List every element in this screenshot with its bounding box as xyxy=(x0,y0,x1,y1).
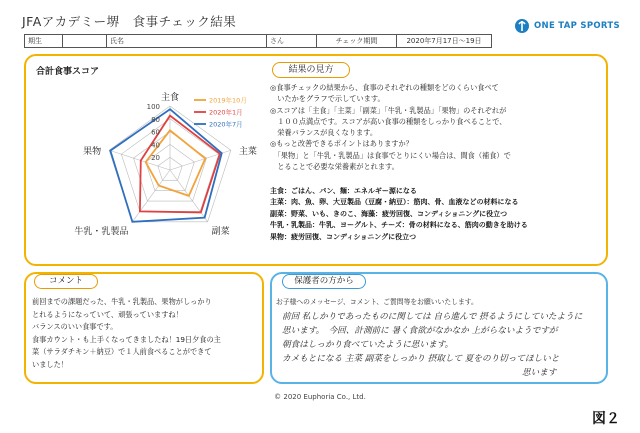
comment-line: バランスのいい食事です。 xyxy=(32,322,118,331)
radar-tick-label: 80 xyxy=(151,115,160,124)
radar-axis-label: 主食 xyxy=(160,93,180,103)
guide-line: １００点満点です。スコアが高い食事の種類をしっかり食べることで、 xyxy=(270,116,507,126)
radar-axis-label: 果物 xyxy=(83,147,102,158)
guardian-line: 思います xyxy=(522,368,557,378)
radar-axis-label: 主菜 xyxy=(238,147,257,158)
score-title: 合計食事スコア xyxy=(36,67,100,77)
brand-logo xyxy=(514,18,620,34)
glossary-item: 主食：ごはん、パン、麺：エネルギー源になる xyxy=(270,187,417,195)
guardian-line: 前回 私しかりであったものに関しては 自ら進んで 摂るようにしていたように xyxy=(282,312,583,322)
glossary-item: 果物：疲労回復、コンディショニングに役立つ xyxy=(270,232,417,241)
radar-chart xyxy=(70,84,270,244)
name-label: 氏名 xyxy=(107,35,267,48)
guide-line: いたかをグラフで示しています。 xyxy=(270,94,385,104)
comment-text xyxy=(32,296,260,371)
term-value xyxy=(63,35,107,48)
radar-tick-label: 60 xyxy=(151,128,160,137)
radar-axis-label: 副菜 xyxy=(211,226,230,237)
figure-label: 図２ xyxy=(592,411,620,427)
guardian-line: 朝食はしっかり食べていたように思います。 xyxy=(282,340,454,350)
legend-label: 2019年10月 xyxy=(209,96,247,105)
period-value: 2020年7月17日～19日 xyxy=(397,35,492,48)
comment-line: 菜（サラダチキン＋納豆）で１人前食べることができて xyxy=(32,347,212,356)
guardian-title: 保護者の方から xyxy=(282,274,366,289)
guardian-line: カメもとになる 主菜 副菜をしっかり 摂取して 夏をのり切ってほしいと xyxy=(282,354,560,364)
radar-spoke xyxy=(132,170,170,222)
guide-line: ◎もっと改善できるポイントはありますか？ xyxy=(270,139,413,149)
radar-tick-label: 100 xyxy=(146,103,160,111)
period-label: チェック期間 xyxy=(317,35,397,48)
radar-tick-label: 20 xyxy=(151,154,160,163)
comment-line: 食事カウント・も上手くなってきましたね！19日夕食の主 xyxy=(32,334,221,344)
glossary-item: 牛乳・乳製品：牛乳、ヨーグルト、チーズ：骨の材料になる、筋肉の動きを助ける xyxy=(270,221,528,230)
guide-line: ◎食事チェックの結果から、食事のそれぞれの種類をどのくらい食べて xyxy=(270,83,499,92)
legend-label: 2020年7月 xyxy=(209,120,243,129)
brand-mark-icon xyxy=(514,18,530,34)
honorific: さん xyxy=(267,35,317,48)
radar-tick-label: 40 xyxy=(151,141,160,150)
term-label: 期生 xyxy=(25,35,63,48)
glossary xyxy=(270,186,600,243)
glossary-item: 主菜：肉、魚、卵、大豆製品（豆腐・納豆）：筋肉、骨、血液などの材料になる xyxy=(270,198,519,207)
guide-line: とることで必要な栄養素がとれます。 xyxy=(270,162,399,172)
comment-line: とれるようになっていて、頑張っていますね！ xyxy=(32,309,183,319)
comment-line: 前回までの課題だった、牛乳・乳製品、果物がしっかり xyxy=(32,297,212,306)
copyright: © 2020 Euphoria Co., Ltd. xyxy=(274,393,366,401)
legend-label: 2020年1月 xyxy=(209,108,243,117)
guide-line: ◎スコアは「主食」「主菜」「副菜」「牛乳・乳製品」「果物」のそれぞれが xyxy=(270,105,507,115)
guardian-line: 思います。 今回、計測前に 暑く食欲がなかなか 上がらないようですが xyxy=(282,326,558,336)
report-title: JFAアカデミー堺 食事チェック結果 xyxy=(22,14,237,29)
guide-line: 栄養バランスが良くなります。 xyxy=(270,128,378,138)
radar-series-polygon xyxy=(110,109,221,222)
guide-text xyxy=(270,82,600,172)
guardian-hint: お子様へのメッセージ、コメント、ご質問等をお願いいたします。 xyxy=(276,298,478,306)
guide-line: 「果物」と「牛乳・乳製品」は食事でとりにくい場合は、間食（補食）で xyxy=(270,150,511,160)
info-table xyxy=(24,34,492,48)
glossary-item: 副菜：野菜、いも、きのこ、海藻：疲労回復、コンディショニングに役立つ xyxy=(270,209,508,218)
radar-spoke xyxy=(109,150,170,170)
comment-title: コメント xyxy=(34,274,98,289)
brand-name: ONE TAP SPORTS xyxy=(534,21,620,31)
comment-line: いました！ xyxy=(32,359,68,369)
guide-title: 結果の見方 xyxy=(272,62,350,78)
radar-axis-label: 牛乳・乳製品 xyxy=(74,226,129,237)
guardian-handwriting xyxy=(282,310,602,380)
